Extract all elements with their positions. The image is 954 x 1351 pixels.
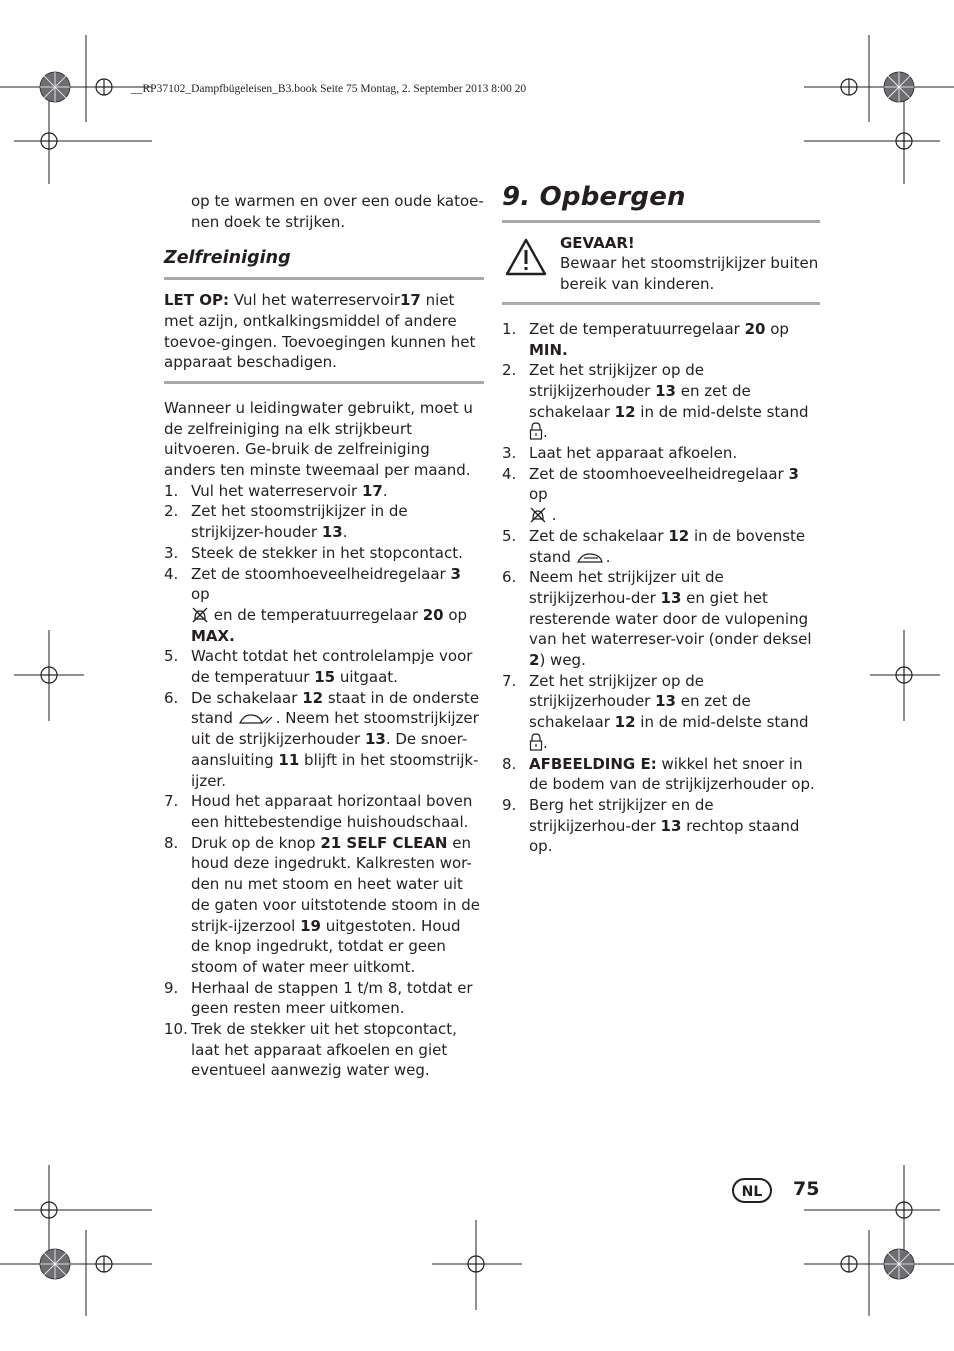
note-label: LET OP: xyxy=(164,291,230,310)
list-item: 6. Neem het strijkijzer uit de strijkijzerhou-der 13 en giet het resterende water door de vulopening van het waterreser-voir (onder deksel 2) weg. xyxy=(502,568,812,670)
storage-steps-list xyxy=(502,319,820,857)
list-item: 7. Houd het apparaat horizontaal boven een hittebestendige huishoudschaal. xyxy=(164,792,473,831)
no-steam-symbol-icon xyxy=(529,507,547,523)
warning-box xyxy=(502,233,820,295)
list-item: 8. AFBEELDING E: wikkel het snoer in de bodem van de strijkijzerhouder op. xyxy=(502,754,815,794)
list-item: 1. Vul het waterreservoir 17. xyxy=(164,481,388,500)
language-badge: NL xyxy=(732,1178,772,1203)
cleaning-steps-list xyxy=(164,481,484,1081)
lock-symbol-icon xyxy=(529,733,543,751)
intro-paragraph: op te warmen en over een oude katoe-nen doek te strijken. xyxy=(191,192,484,231)
book-header-line: __RP37102_Dampfbügeleisen_B3.book Seite 75 Montag, 2. September 2013 8:00 20 xyxy=(131,83,527,95)
list-item: 10. Trek de stekker uit het stopcontact, laat het apparaat afkoelen en giet eventueel aanwezig water weg. xyxy=(164,1020,457,1080)
list-item: 9. Berg het strijkijzer en de strijkijzerhou-der 13 rechtop staand op. xyxy=(502,795,800,856)
list-item: 8. Druk op de knop 21 SELF CLEAN en houd deze ingedrukt. Kalkresten wor-den nu met stoom en heet water uit de gaten voor uitstotende stoom in de strijk-ijzerzool 19 uitgestoten. Houd de knop ingedrukt, totdat er geen stoom of water meer uitkomt. xyxy=(164,833,480,976)
list-item: 1. Zet de temperatuurregelaar 20 op MIN. xyxy=(502,319,789,359)
list-item: 2. Zet het stoomstrijkijzer in de strijkijzer-houder 13. xyxy=(164,502,408,542)
list-item: 3. Steek de stekker in het stopcontact. xyxy=(164,543,463,562)
iron-top-position-icon xyxy=(576,551,606,565)
note-paragraph: LET OP: Vul het waterreservoir17 niet met azijn, ontkalkingsmiddel of andere toevoe-gingen. Toevoegingen kunnen het apparaat beschadigen. xyxy=(164,291,476,372)
list-item: 3. Laat het apparaat afkoelen. xyxy=(502,444,738,463)
list-item: 7. Zet het strijkijzer op de strijkijzerhouder 13 en zet de schakelaar 12 in de mid-delste stand . xyxy=(502,671,809,752)
list-item: 9. Herhaal de stappen 1 t/m 8, totdat er geen resten meer uitkomen. xyxy=(164,978,473,1018)
warning-triangle-icon xyxy=(504,237,548,277)
right-column xyxy=(502,182,820,857)
usage-paragraph: Wanneer u leidingwater gebruikt, moet u de zelfreiniging na elk strijkbeurt uitvoeren. Ge-bruik de zelfreiniging anders ten minste tweemaal per maand. xyxy=(164,398,473,480)
list-item: 5. Zet de schakelaar 12 in de bovenste stand . xyxy=(502,526,806,566)
no-steam-symbol-icon xyxy=(191,607,209,623)
iron-bottom-position-icon xyxy=(238,712,276,726)
lock-symbol-icon xyxy=(529,422,543,440)
list-item: 5. Wacht totdat het controlelampje voor de temperatuur 15 uitgaat. xyxy=(164,647,473,687)
section-title-zelfreiniging: Zelfreiniging xyxy=(164,248,291,269)
list-item: 4. Zet de stoomhoeveelheidregelaar 3 op . xyxy=(502,464,799,525)
page-title: 9. Opbergen xyxy=(502,182,686,212)
left-column xyxy=(164,191,484,1081)
list-item: 6. De schakelaar 12 staat in de onderste stand . Neem het stoomstrijkijzer uit de strijkijzerhouder 13. De snoer-aansluiting 11 blijft in het stoomstrijk-ijzer. xyxy=(164,688,480,790)
list-item: 2. Zet het strijkijzer op de strijkijzerhouder 13 en zet de schakelaar 12 in de mid-delste stand . xyxy=(502,361,809,442)
page-number: 75 xyxy=(793,1178,820,1200)
list-item: 4. Zet de stoomhoeveelheidregelaar 3 op en de temperatuurregelaar 20 op MAX. xyxy=(164,564,468,645)
warning-text: Bewaar het stoomstrijkijzer buiten bereik van kinderen. xyxy=(560,254,819,294)
warning-label: GEVAAR! xyxy=(560,233,635,252)
